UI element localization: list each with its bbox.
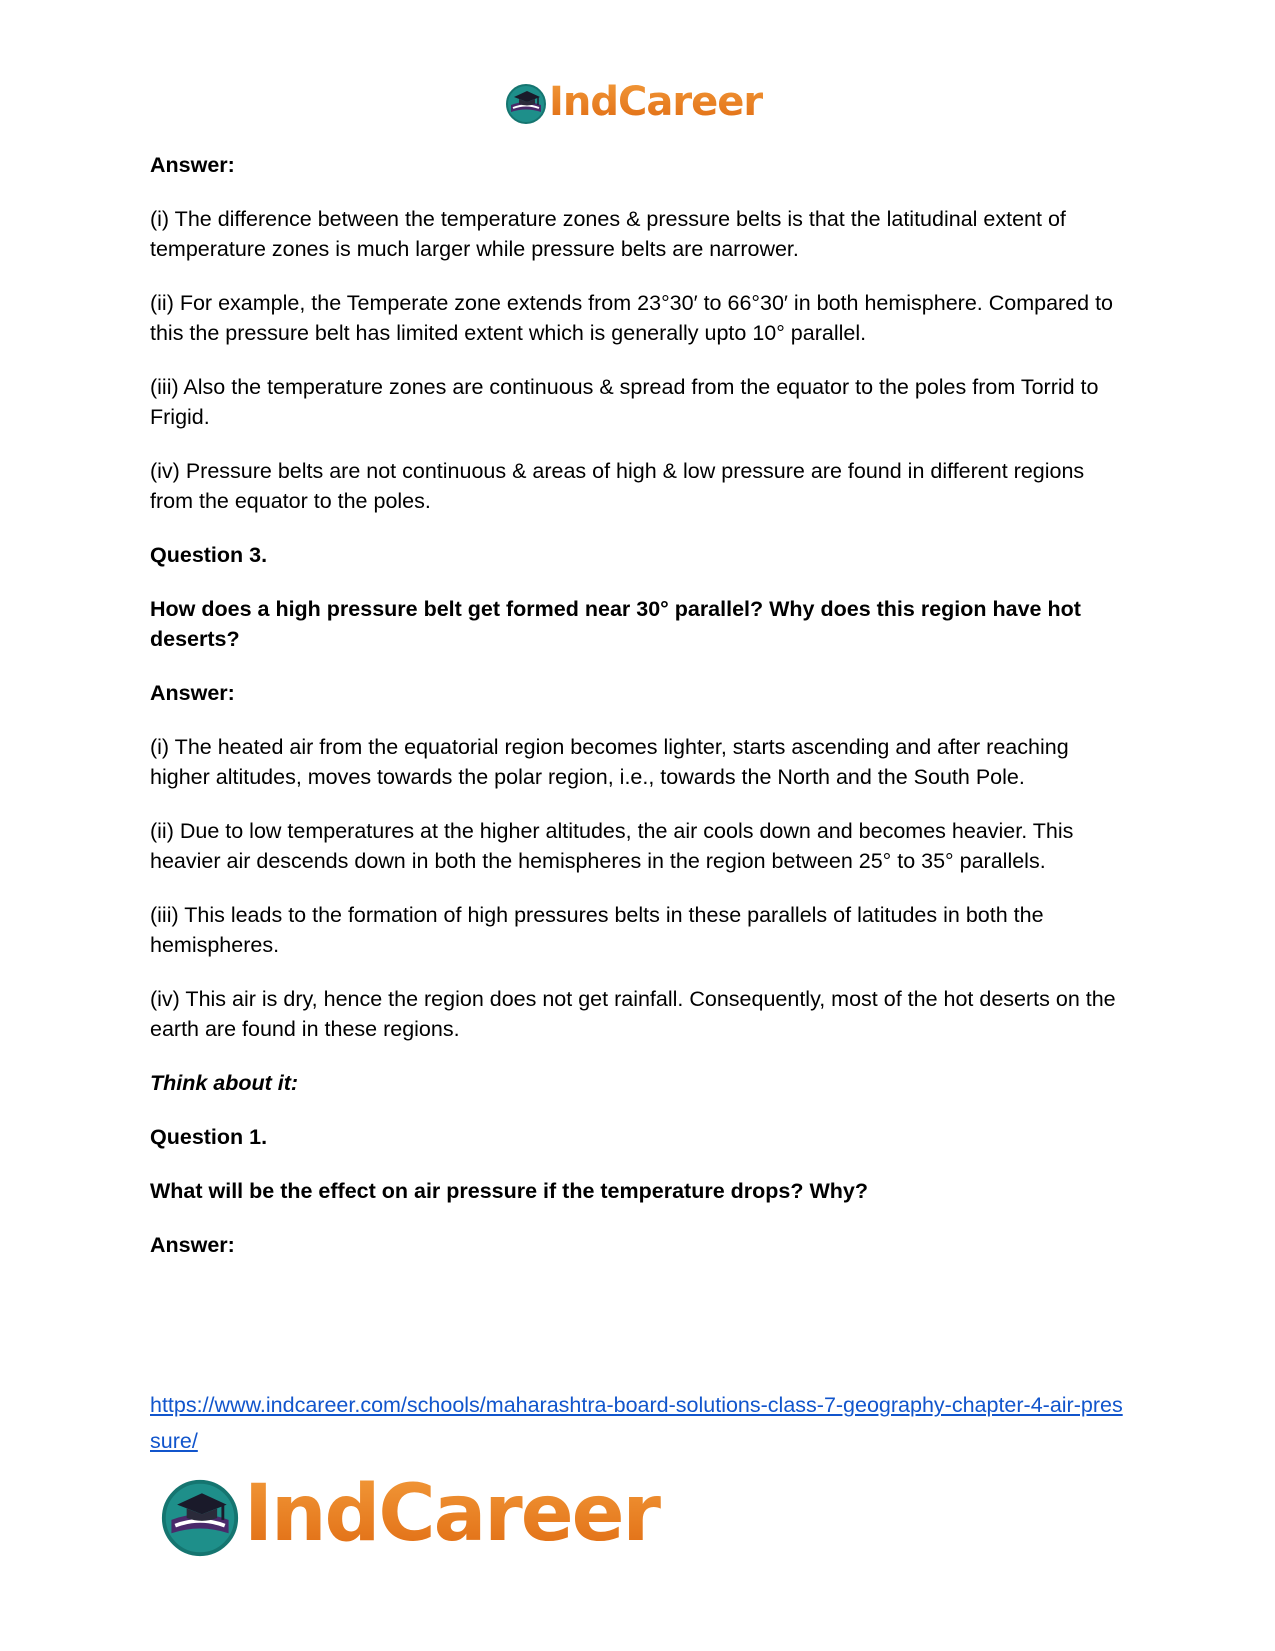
graduation-cap-book-globe-icon: [505, 83, 547, 125]
header-logo: [505, 80, 769, 128]
answer-heading: Answer:: [150, 1233, 235, 1257]
logo-text-bottom: IndCareer: [244, 1469, 659, 1554]
question-text: How does a high pressure belt get formed near 30° parallel? Why does this region have hot deserts?: [150, 597, 1081, 651]
answer-point: (i) The heated air from the equatorial region becomes lighter, starts ascending and after reaching higher altitudes, moves towards the polar region, i.e., towards the North and the South Pole.: [150, 735, 1069, 789]
answer-point: (ii) For example, the Temperate zone extends from 23°30′ to 66°30′ in both hemisphere. Compared to this the pressure belt has limited extent which is generally upto 10° parallel.: [150, 291, 1114, 345]
answer-point: (iv) This air is dry, hence the region does not get rainfall. Consequently, most of the hot deserts on the earth are found in these regions.: [150, 987, 1116, 1041]
answer-heading: Answer:: [150, 681, 235, 705]
logo-text-top: IndCareer: [549, 78, 763, 123]
section-heading: Think about it:: [150, 1071, 299, 1095]
question-number: Question 3.: [150, 543, 268, 567]
question-number: Question 1.: [150, 1125, 268, 1149]
answer-point: (ii) Due to low temperatures at the higher altitudes, the air cools down and becomes heavier. This heavier air descends down in both the hemispheres in the region between 25° to 35° parallels.: [150, 819, 1074, 873]
footer-logo: [160, 1469, 674, 1561]
answer-point: (iv) Pressure belts are not continuous & areas of high & low pressure are found in different regions from the equator to the poles.: [150, 459, 1085, 513]
logo-wordmark: [244, 1470, 674, 1567]
answer-heading: Answer:: [150, 153, 235, 177]
question-text: What will be the effect on air pressure if the temperature drops? Why?: [150, 1179, 868, 1203]
source-link[interactable]: https://www.indcareer.com/schools/maharashtra-board-solutions-class-7-geography-chapter-4-air-pressure/: [150, 1393, 1123, 1453]
answer-point: (i) The difference between the temperature zones & pressure belts is that the latitudinal extent of temperature zones is much larger while pressure belts are narrower.: [150, 207, 1066, 261]
answer-point: (iii) Also the temperature zones are continuous & spread from the equator to the poles from Torrid to Frigid.: [150, 375, 1099, 429]
document-body: [150, 150, 1130, 1284]
graduation-cap-book-globe-icon: [160, 1478, 240, 1558]
logo-wordmark: [549, 79, 769, 130]
answer-point: (iii) This leads to the formation of high pressures belts in these parallels of latitudes in both the hemispheres.: [150, 903, 1044, 957]
